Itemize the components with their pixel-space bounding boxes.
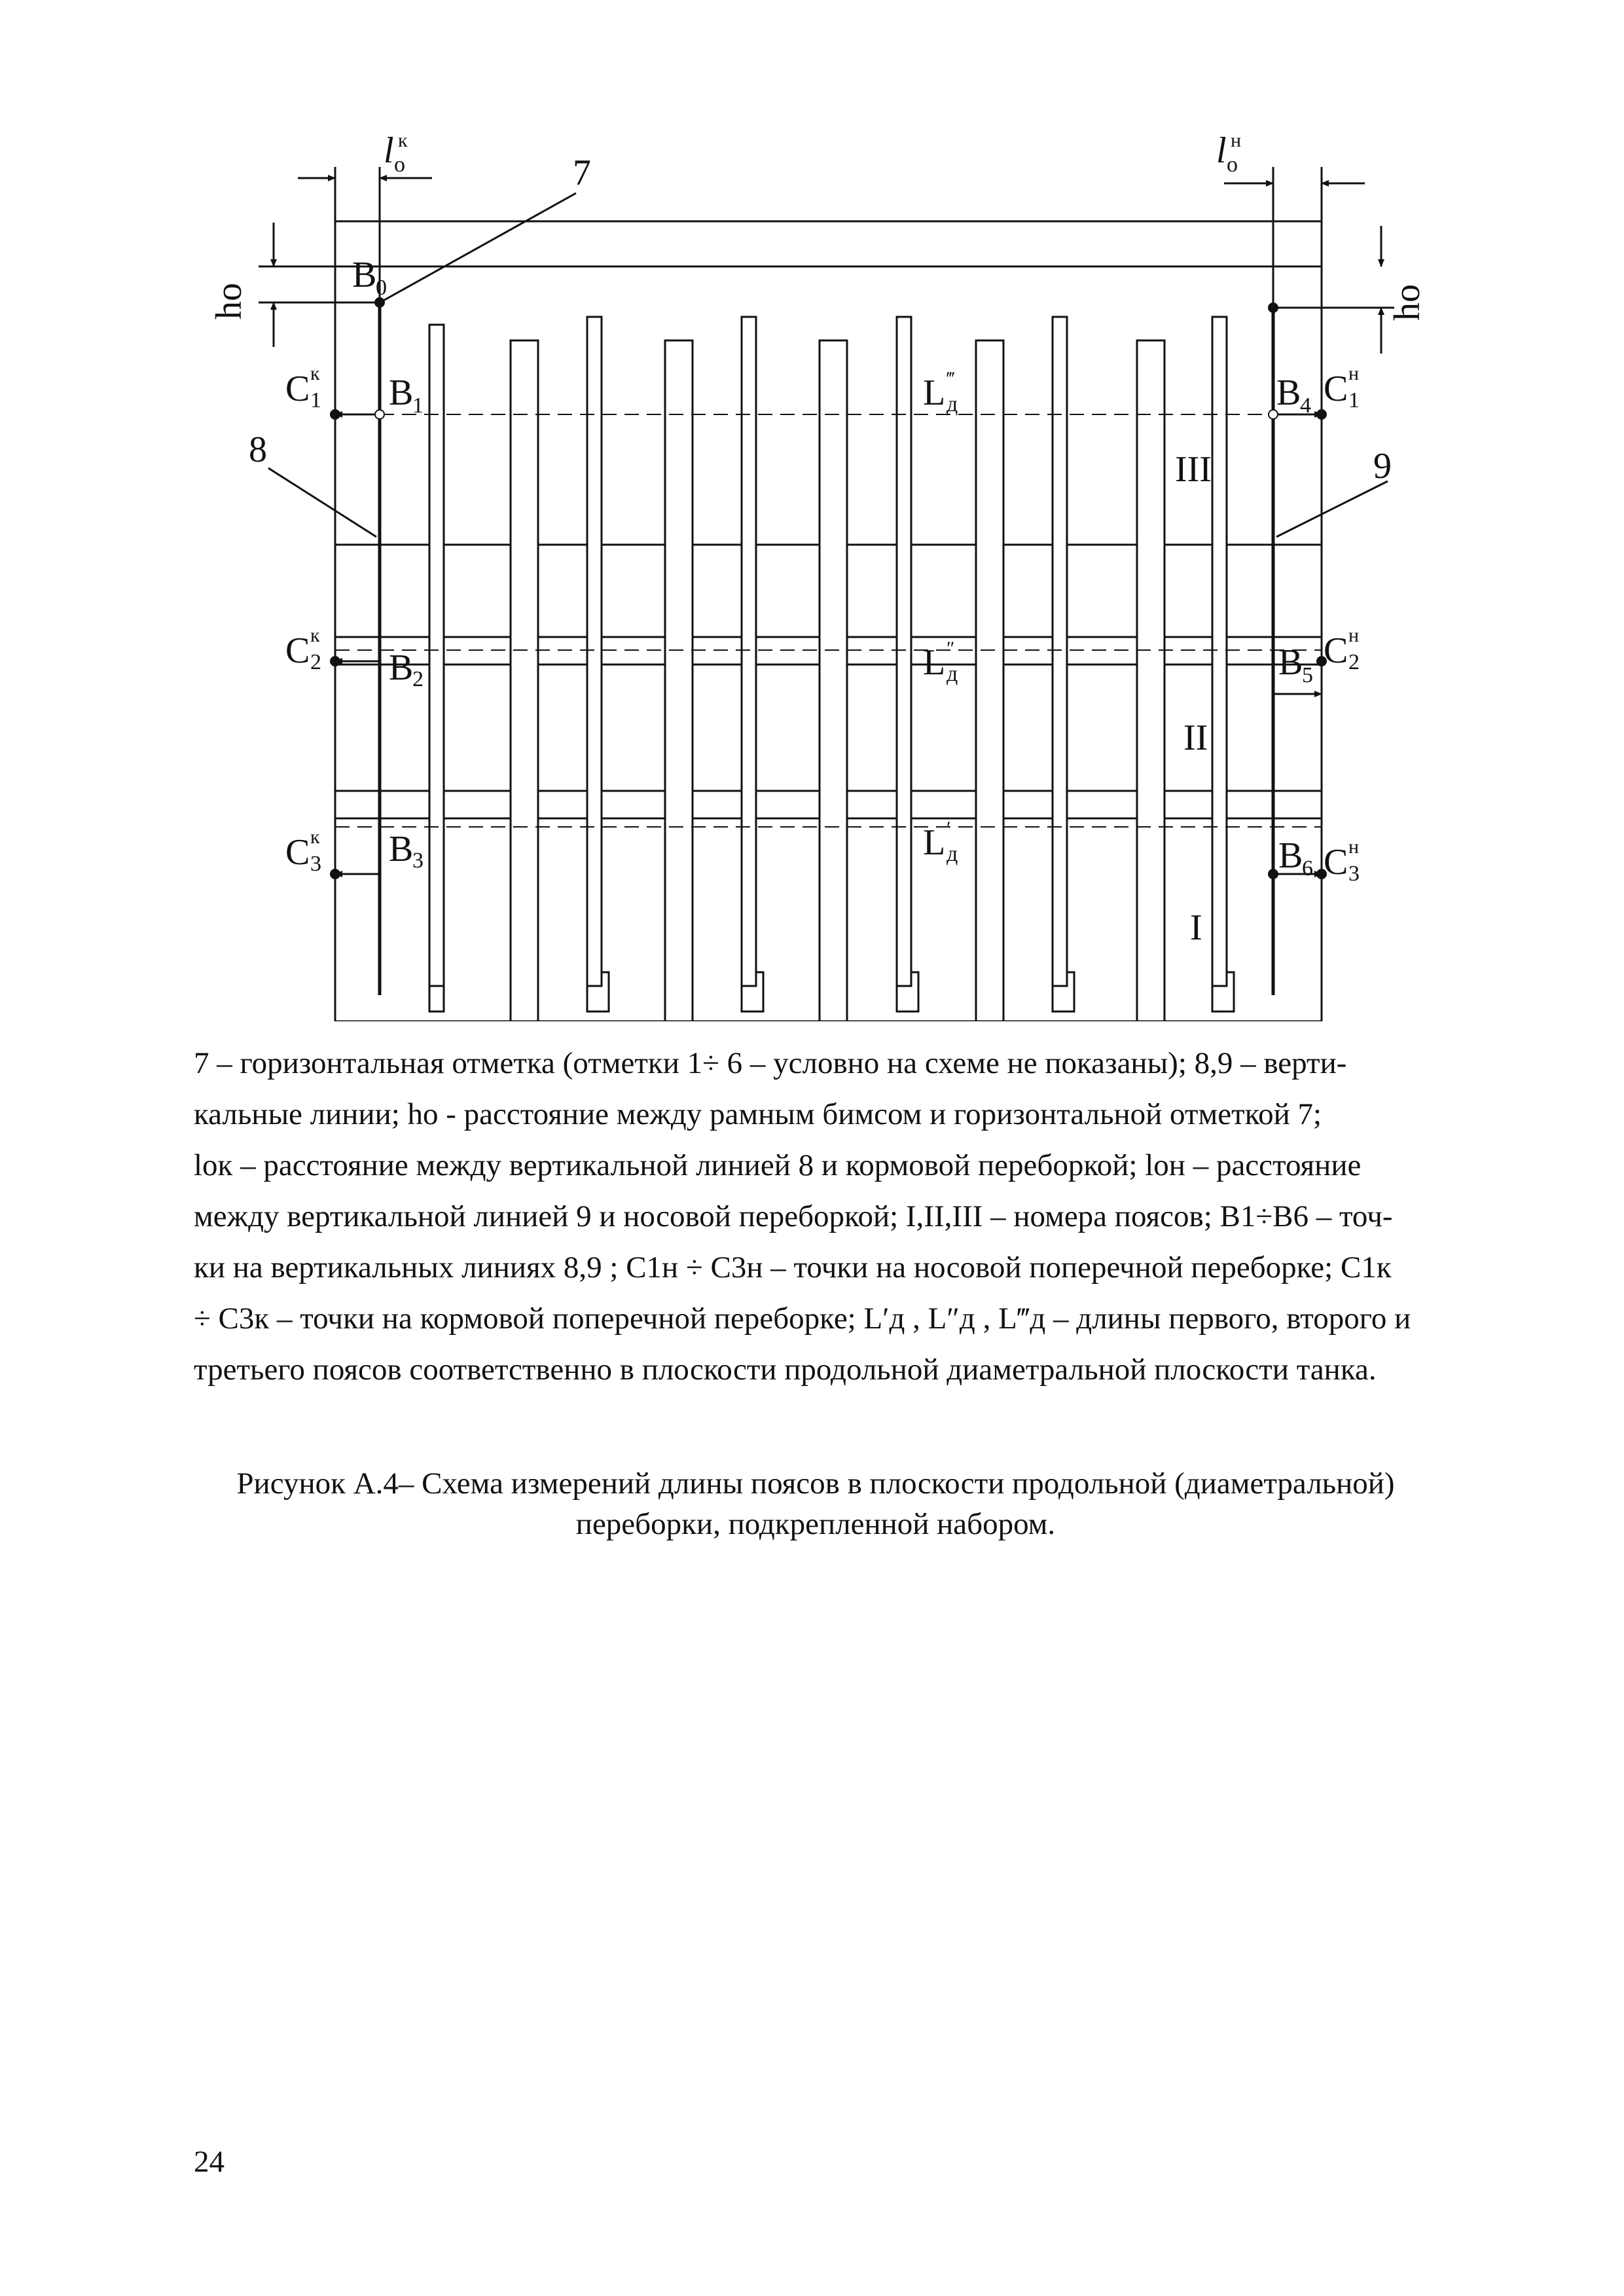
- point-c1k: [331, 410, 340, 419]
- legend-line: ÷ C3к – точки на кормовой поперечной переборке; L′д , L″д , L‴д – длины первого, второго и: [194, 1302, 1411, 1336]
- web-frame: [820, 340, 847, 1021]
- svg-text:5: 5: [1302, 663, 1313, 687]
- svg-text:″: ″: [947, 638, 955, 659]
- label-c1n: C: [1324, 369, 1348, 409]
- label-9: 9: [1373, 446, 1392, 486]
- legend-line: кальные линии; hо - расстояние между рамным бимсом и горизонтальной отметкой 7;: [194, 1097, 1322, 1131]
- svg-text:1: 1: [310, 388, 321, 412]
- svg-text:н: н: [1348, 363, 1360, 384]
- label-c2k: C: [285, 630, 310, 671]
- label-ho-left: hо: [209, 283, 249, 319]
- label-b4: B: [1276, 373, 1301, 413]
- label-belt-3: III: [1175, 449, 1212, 490]
- legend-line: lок – расстояние между вертикальной линией 8 и кормовой переборкой; lон – расстояние: [194, 1148, 1362, 1182]
- label-7: 7: [573, 153, 591, 193]
- web-frame: [665, 340, 693, 1021]
- label-b5: B: [1278, 642, 1303, 683]
- legend-line: 7 – горизонтальная отметка (отметки 1÷ 6 – условно на схеме не показаны); 8,9 – верти-: [194, 1046, 1347, 1080]
- svg-text:4: 4: [1300, 393, 1311, 418]
- label-c2n: C: [1324, 630, 1348, 671]
- web-frame: [976, 340, 1003, 1021]
- svg-text:2: 2: [1348, 650, 1360, 674]
- svg-text:о: о: [1227, 153, 1238, 177]
- label-belt-1: I: [1190, 907, 1202, 948]
- svg-text:1: 1: [1348, 388, 1360, 412]
- stiffener: [429, 325, 444, 986]
- label-c3n: C: [1324, 842, 1348, 883]
- svg-text:1: 1: [412, 393, 424, 418]
- svg-text:н: н: [1231, 130, 1242, 151]
- legend-line: третьего поясов соответственно в плоскости продольной диаметральной плоскости танка.: [194, 1353, 1377, 1387]
- label-l1: L: [923, 822, 946, 863]
- label-b0: B: [352, 255, 377, 295]
- label-l3: L: [923, 373, 946, 413]
- svg-text:3: 3: [310, 852, 321, 876]
- svg-text:н: н: [1348, 836, 1360, 858]
- svg-text:к: к: [310, 363, 320, 384]
- legend-line: между вертикальной линией 9 и носовой переборкой; I,II,III – номера поясов; B1÷B6 – точ-: [194, 1199, 1393, 1233]
- svg-text:к: к: [310, 625, 320, 646]
- stiffener: [587, 317, 602, 986]
- point-c1n: [1317, 410, 1326, 419]
- svg-text:д: д: [947, 662, 958, 686]
- point-b0n: [1269, 303, 1278, 312]
- svg-text:д: д: [947, 392, 958, 416]
- point-b6: [1269, 869, 1278, 879]
- legend-line: ки на вертикальных линиях 8,9 ; C1н ÷ C3н – точки на носовой поперечной переборке; C1к: [194, 1250, 1392, 1285]
- label-b3: B: [389, 829, 414, 869]
- svg-text:6: 6: [1302, 856, 1313, 881]
- caption-line: Рисунок А.4– Схема измерений длины поясов в плоскости продольной (диаметральной): [236, 1467, 1395, 1501]
- svg-text:0: 0: [376, 276, 387, 300]
- svg-text:2: 2: [310, 650, 321, 674]
- stiffeners: [429, 317, 1227, 1021]
- legend-text: [194, 1038, 1437, 1395]
- label-belt-2: II: [1183, 718, 1208, 758]
- label-lo-k: l: [384, 130, 394, 171]
- svg-text:3: 3: [412, 848, 424, 873]
- stiffener: [897, 317, 911, 986]
- label-l2: L: [923, 642, 946, 683]
- svg-text:′: ′: [947, 818, 951, 839]
- page-number: 24: [194, 2145, 225, 2179]
- label-b1: B: [389, 373, 414, 413]
- svg-text:3: 3: [1348, 862, 1360, 886]
- label-8: 8: [249, 429, 267, 470]
- label-b2: B: [389, 647, 414, 688]
- stiffener: [1212, 317, 1227, 986]
- stiffener: [742, 317, 756, 986]
- label-c1k: C: [285, 369, 310, 409]
- diagram-labels: [209, 130, 1428, 948]
- svg-text:к: к: [398, 130, 408, 151]
- svg-text:2: 2: [412, 667, 424, 691]
- label-b6: B: [1278, 835, 1303, 876]
- point-c2k: [331, 657, 340, 666]
- figure-caption: [194, 1463, 1437, 1544]
- web-frame: [1137, 340, 1164, 1021]
- label-ho-right: hо: [1387, 284, 1428, 321]
- label-lo-n: l: [1216, 130, 1227, 171]
- point-c3k: [331, 869, 340, 879]
- label-c3k: C: [285, 832, 310, 873]
- svg-text:д: д: [947, 842, 958, 866]
- svg-text:‴: ‴: [947, 368, 955, 390]
- caption-line: переборки, подкрепленной набором.: [575, 1507, 1056, 1541]
- svg-text:о: о: [394, 153, 405, 177]
- measurement-diagram: [0, 0, 1624, 1021]
- web-frame: [511, 340, 538, 1021]
- svg-text:к: к: [310, 826, 320, 848]
- point-b1: [375, 410, 384, 419]
- stiffener: [1053, 317, 1067, 986]
- svg-text:н: н: [1348, 625, 1360, 646]
